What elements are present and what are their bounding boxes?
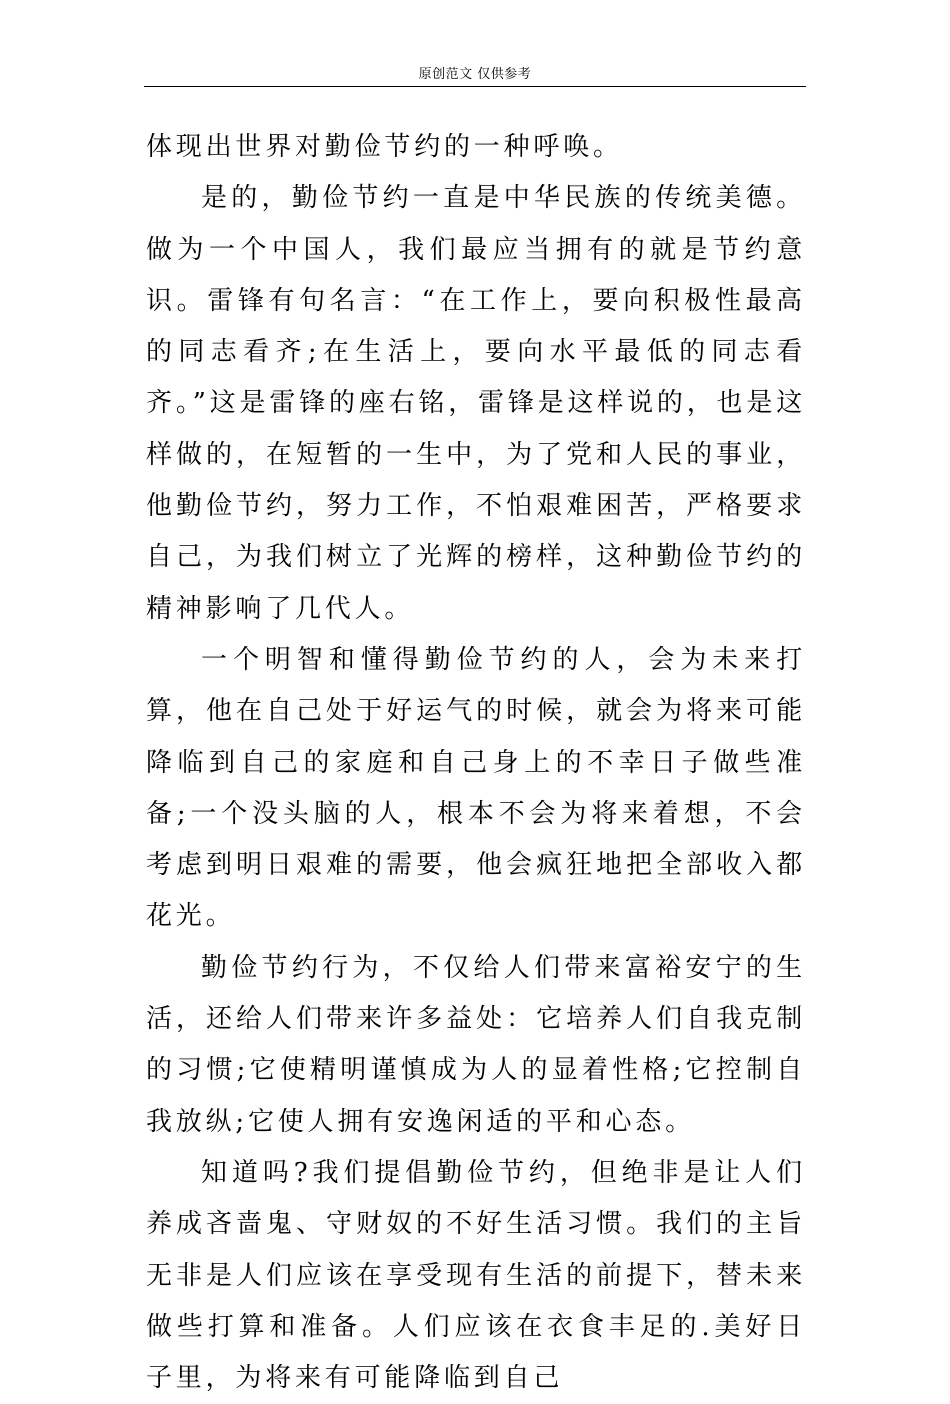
paragraph-3: 一个明智和懂得勤俭节约的人，会为未来打算，他在自己处于好运气的时候，就会为将来可能降临到自己的家庭和自己身上的不幸日子做些准备;一个没头脑的人，根本不会为将来着想，不会考虑到明日艰难的需要，他会疯狂地把全部收入都花光。 bbox=[146, 644, 806, 932]
document-body bbox=[146, 122, 806, 1404]
paragraph-1: 体现出世界对勤俭节约的一种呼唤。 bbox=[146, 132, 623, 162]
header-text: 原创范文 仅供参考 bbox=[418, 67, 532, 82]
paragraph-5: 知道吗?我们提倡勤俭节约，但绝非是让人们养成吝啬鬼、守财奴的不好生活习惯。我们的主旨无非是人们应该在享受现有生活的前提下，替未来做些打算和准备。人们应该在衣食丰足的.美好日子里，为将来有可能降临到自己 bbox=[146, 1157, 806, 1394]
paragraph-4: 勤俭节约行为，不仅给人们带来富裕安宁的生活，还给人们带来许多益处：它培养人们自我克制的习惯;它使精明谨慎成为人的显着性格;它控制自我放纵;它使人拥有安逸闲适的平和心态。 bbox=[146, 952, 806, 1137]
page-header bbox=[144, 66, 806, 87]
paragraph-2: 是的，勤俭节约一直是中华民族的传统美德。做为一个中国人，我们最应当拥有的就是节约意识。雷锋有句名言：“在工作上，要向积极性最高的同志看齐;在生活上，要向水平最低的同志看齐。”这是雷锋的座右铭，雷锋是这样说的，也是这样做的，在短暂的一生中，为了党和人民的事业，他勤俭节约，努力工作，不怕艰难困苦，严格要求自己，为我们树立了光辉的榜样，这种勤俭节约的精神影响了几代人。 bbox=[146, 183, 806, 624]
